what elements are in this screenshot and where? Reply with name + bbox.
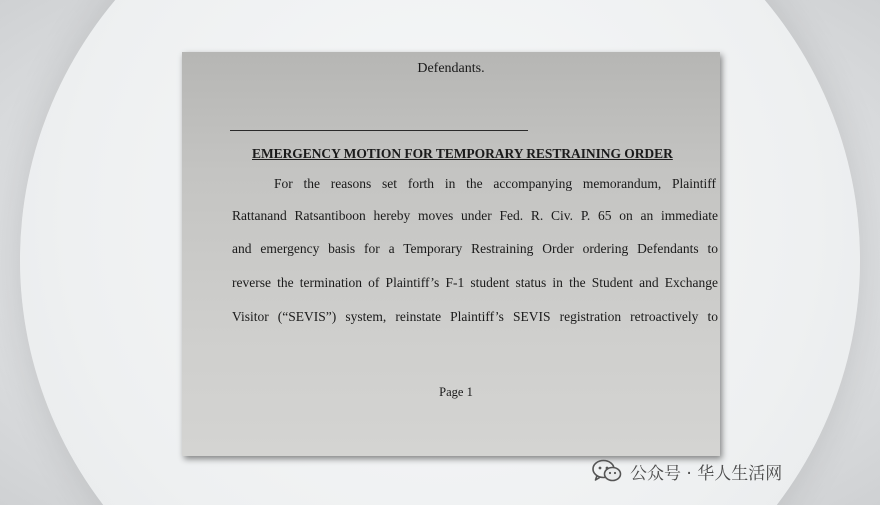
watermark-text: 公众号 · 华人生活网 xyxy=(630,463,783,484)
wechat-icon xyxy=(592,459,622,483)
watermark xyxy=(592,458,782,484)
body-line-1: For the reasons set forth in the accompanying memorandum, Plaintiff xyxy=(274,176,716,191)
document-page xyxy=(182,52,720,456)
motion-heading: EMERGENCY MOTION FOR TEMPORARY RESTRAINING ORDER xyxy=(252,146,673,161)
body-line-5: Visitor (“SEVIS”) system, reinstate Plaintiff’s SEVIS registration retroactively to xyxy=(232,309,718,324)
defendants-label: Defendants. xyxy=(417,61,485,76)
page-number: Page 1 xyxy=(439,385,473,399)
body-line-3: and emergency basis for a Temporary Restraining Order ordering Defendants to xyxy=(232,241,718,256)
signature-rule xyxy=(230,130,528,131)
body-line-4: reverse the termination of Plaintiff’s F-1 student status in the Student and Exchange xyxy=(232,275,718,290)
body-line-2: Rattanand Ratsantiboon hereby moves under Fed. R. Civ. P. 65 on an immediate xyxy=(232,208,718,223)
